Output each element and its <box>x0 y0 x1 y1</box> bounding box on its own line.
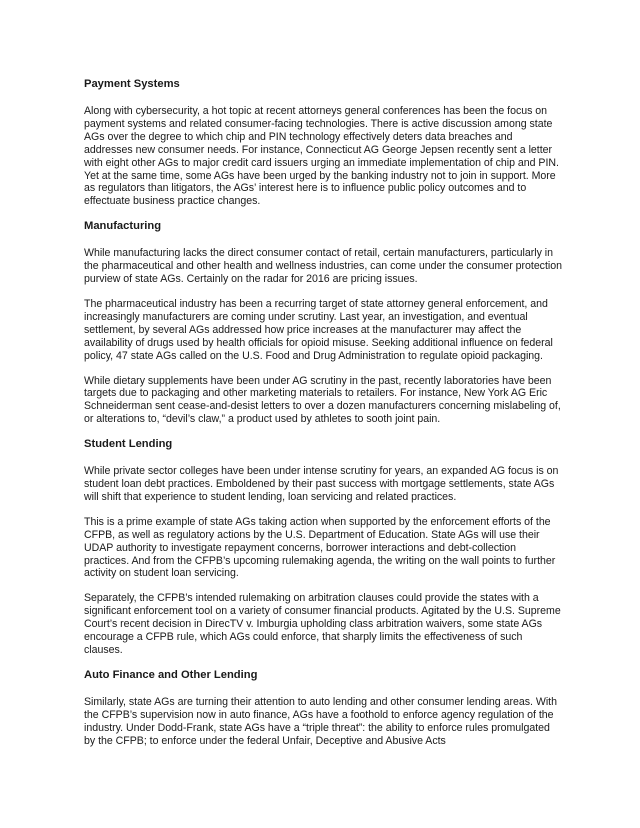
section-heading: Student Lending <box>84 438 173 451</box>
paragraph: The pharmaceutical industry has been a recurring target of state attorney general enforcement, and increasingly manufacturers are coming under scrutiny. Last year, an investigation, and eventual settlement, by several AGs addressed how price increases at the manufacturer may affect the availability of drugs used by health officials for opioid misuse. Seeking additional influence on federal policy, 47 state AGs called on the U.S. Food and Drug Administration to regulate opioid packaging. <box>84 297 553 362</box>
paragraph: While manufacturing lacks the direct consumer contact of retail, certain manufacturers, particularly in the pharmaceutical and other health and wellness industries, can come under the consumer protection purview of state AGs. Certainly on the radar for 2016 are pricing issues. <box>84 247 562 286</box>
paragraph: This is a prime example of state AGs taking action when supported by the enforcement efforts of the CFPB, as well as regulatory actions by the U.S. Department of Education. State AGs will use their UDAP authority to investigate repayment concerns, borrower interactions and debt-collection practices. And from the CFPB’s upcoming rulemaking agenda, the writing on the wall points to further activity on student loan servicing. <box>84 515 556 580</box>
section-heading: Manufacturing <box>84 220 162 233</box>
paragraph: Along with cybersecurity, a hot topic at recent attorneys general conferences has been the focus on payment systems and related consumer-facing technologies. There is active discussion among state AGs over the degree to which chip and PIN technology effectively deters data breaches and addresses new consumer needs. For instance, Connecticut AG George Jepsen recently sent a letter with eight other AGs to major credit card issuers urging an immediate implementation of chip and PIN. Yet at the same time, some AGs have been urged by the banking industry not to join in support. More as regulators than litigators, the AGs’ interest here is to influence public policy outcomes and to effectuate business practice changes. <box>84 105 559 208</box>
section-student-lending <box>84 438 562 657</box>
section-manufacturing <box>84 220 562 426</box>
paragraph: While private sector colleges have been under intense scrutiny for years, an expanded AG focus is on student loan debt practices. Emboldened by their past success with mortgage settlements, state AGs will shift that experience to student lending, loan servicing and related practices. <box>84 465 559 503</box>
paragraph: While dietary supplements have been under AG scrutiny in the past, recently laboratories have been targets due to packaging and other marketing materials to retailers. For instance, New York AG Eric Schneiderman sent cease-and-desist letters to over a dozen manufacturers concerning mislabeling of, or alterations to, “devil’s claw,” a product used by athletes to sooth joint pain. <box>84 374 561 426</box>
document-page <box>84 78 562 760</box>
section-auto-finance <box>84 669 562 748</box>
paragraph: Similarly, state AGs are turning their attention to auto lending and other consumer lending areas. With the CFPB’s supervision now in auto finance, AGs have a foothold to enforce agency regulation of the industry. Under Dodd-Frank, state AGs have a “triple threat”: the ability to enforce rules promulgated by the CFPB; to enforce under the federal Unfair, Deceptive and Abusive Acts <box>84 695 557 747</box>
section-heading: Auto Finance and Other Lending <box>84 668 258 681</box>
paragraph: Separately, the CFPB’s intended rulemaking on arbitration clauses could provide the states with a significant enforcement tool on a variety of consumer financial products. Agitated by the U.S. Supreme Court’s recent decision in DirecTV v. Imburgia upholding class arbitration waivers, some state AGs encourage a CFPB rule, which AGs could enforce, that sharply limits the effectiveness of such clauses. <box>84 592 561 656</box>
section-heading: Payment Systems <box>84 78 180 90</box>
section-payment-systems <box>84 78 562 208</box>
